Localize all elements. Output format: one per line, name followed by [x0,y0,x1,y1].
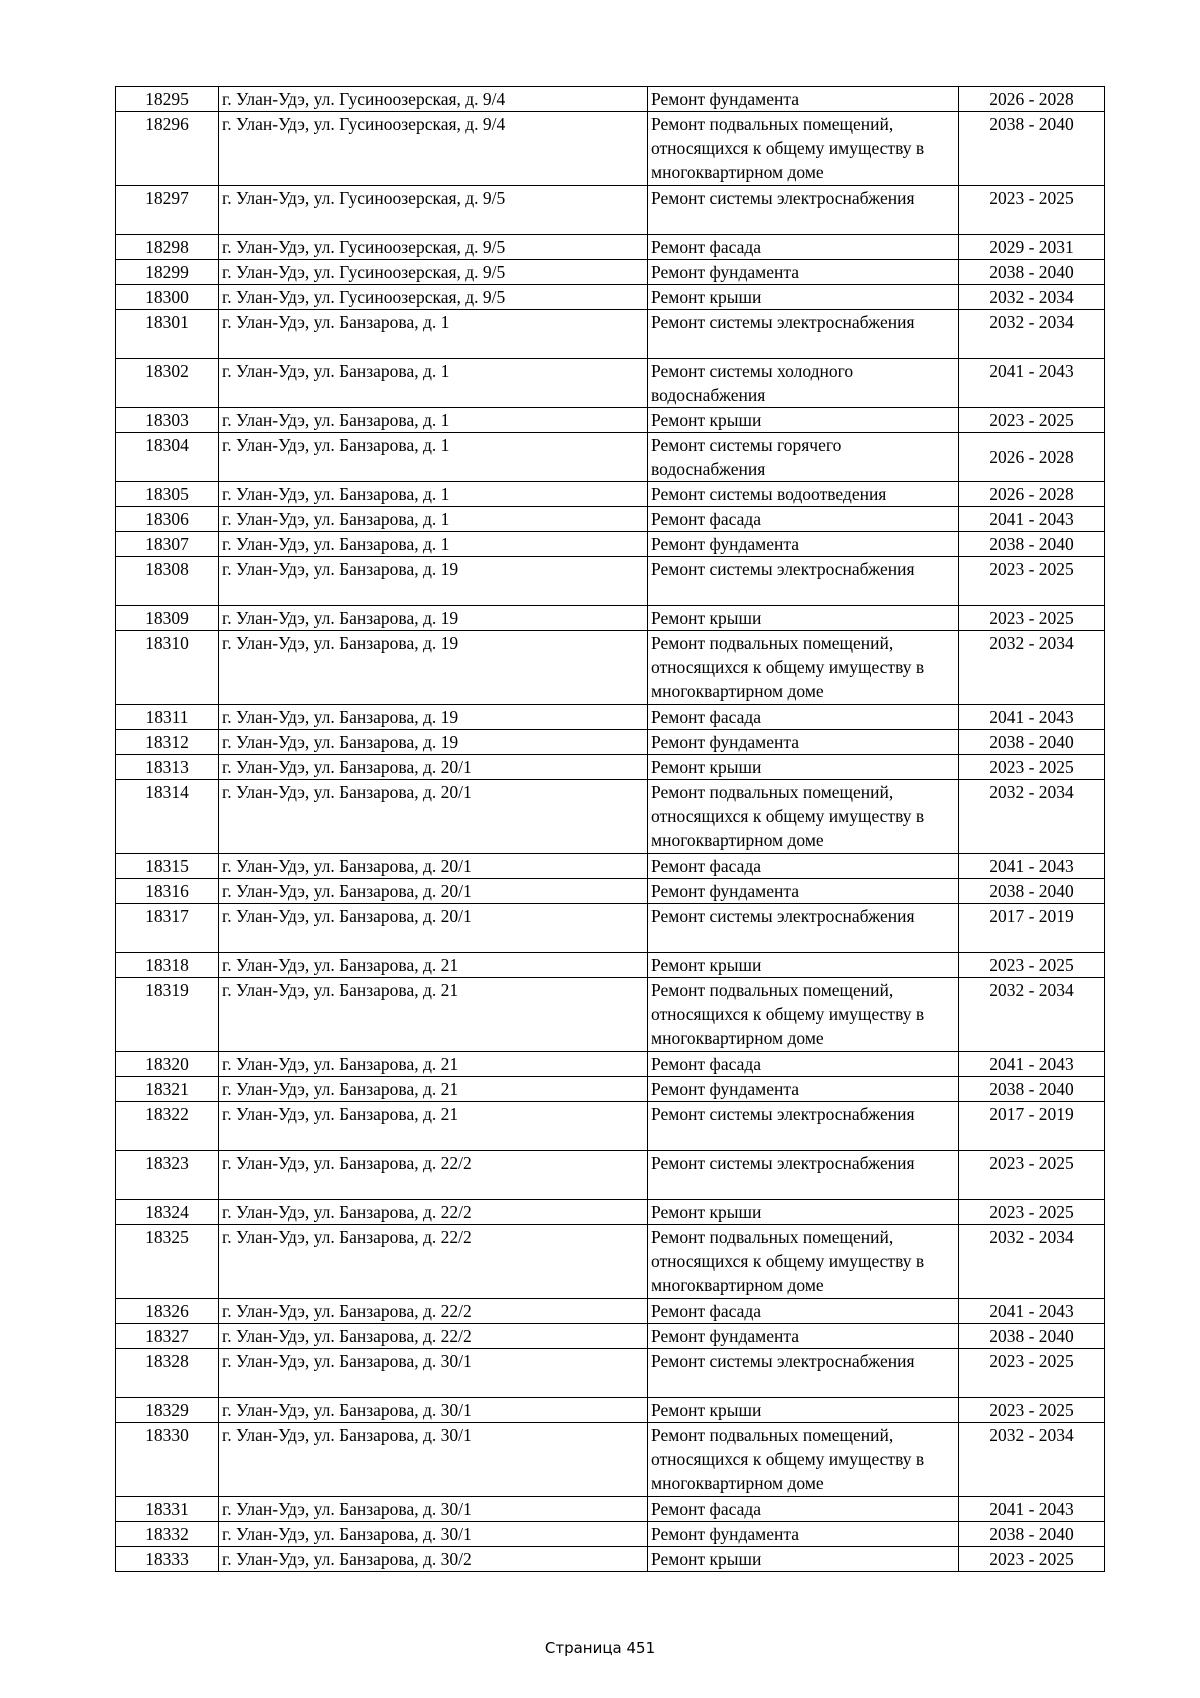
table-row [116,1522,1105,1547]
table-row [116,87,1105,112]
repair-schedule-table [115,86,1105,1572]
period-cell: 2032 - 2034 [959,1423,1105,1497]
table-row [116,606,1105,631]
work-type-cell: Ремонт подвальных помещений, относящихся к общему имуществу в многоквартирном доме [648,112,959,186]
period-cell: 2032 - 2034 [959,285,1105,310]
period-cell: 2038 - 2040 [959,532,1105,557]
address-cell: г. Улан-Удэ, ул. Банзарова, д. 1 [219,408,648,433]
period-cell: 2023 - 2025 [959,186,1105,235]
work-type-cell: Ремонт фундамента [648,532,959,557]
address-cell: г. Улан-Удэ, ул. Банзарова, д. 30/1 [219,1423,648,1497]
table-row [116,285,1105,310]
work-type-cell: Ремонт фасада [648,705,959,730]
address-cell: г. Улан-Удэ, ул. Банзарова, д. 1 [219,310,648,359]
period-cell: 2023 - 2025 [959,408,1105,433]
table-row [116,780,1105,854]
row-number: 18333 [116,1547,219,1572]
period-cell: 2023 - 2025 [959,557,1105,606]
period-cell: 2032 - 2034 [959,978,1105,1052]
row-number: 18325 [116,1225,219,1299]
address-cell: г. Улан-Удэ, ул. Банзарова, д. 21 [219,1102,648,1151]
row-number: 18331 [116,1497,219,1522]
work-type-cell: Ремонт фундамента [648,260,959,285]
row-number: 18311 [116,705,219,730]
work-type-cell: Ремонт системы электроснабжения [648,557,959,606]
period-cell: 2017 - 2019 [959,1102,1105,1151]
work-type-cell: Ремонт фасада [648,1497,959,1522]
table-row [116,1398,1105,1423]
work-type-cell: Ремонт подвальных помещений, относящихся к общему имуществу в многоквартирном доме [648,780,959,854]
work-type-cell: Ремонт подвальных помещений, относящихся к общему имуществу в многоквартирном доме [648,631,959,705]
work-type-cell: Ремонт системы горячего водоснабжения [648,433,959,482]
table-row [116,953,1105,978]
work-type-cell: Ремонт крыши [648,285,959,310]
period-cell: 2041 - 2043 [959,1299,1105,1324]
period-cell: 2038 - 2040 [959,1077,1105,1102]
address-cell: г. Улан-Удэ, ул. Банзарова, д. 20/1 [219,879,648,904]
row-number: 18330 [116,1423,219,1497]
work-type-cell: Ремонт крыши [648,1547,959,1572]
period-cell: 2041 - 2043 [959,359,1105,408]
table-row [116,730,1105,755]
period-cell: 2038 - 2040 [959,1522,1105,1547]
period-cell: 2038 - 2040 [959,879,1105,904]
period-cell: 2038 - 2040 [959,260,1105,285]
work-type-cell: Ремонт фундамента [648,1324,959,1349]
address-cell: г. Улан-Удэ, ул. Гусиноозерская, д. 9/4 [219,87,648,112]
address-cell: г. Улан-Удэ, ул. Банзарова, д. 22/2 [219,1200,648,1225]
period-cell: 2041 - 2043 [959,1052,1105,1077]
address-cell: г. Улан-Удэ, ул. Банзарова, д. 20/1 [219,755,648,780]
period-cell: 2041 - 2043 [959,507,1105,532]
table-row [116,1324,1105,1349]
work-type-cell: Ремонт фасада [648,235,959,260]
address-cell: г. Улан-Удэ, ул. Банзарова, д. 21 [219,1077,648,1102]
period-cell: 2026 - 2028 [959,482,1105,507]
address-cell: г. Улан-Удэ, ул. Банзарова, д. 1 [219,532,648,557]
row-number: 18306 [116,507,219,532]
period-cell: 2023 - 2025 [959,953,1105,978]
period-cell: 2017 - 2019 [959,904,1105,953]
address-cell: г. Улан-Удэ, ул. Банзарова, д. 30/2 [219,1547,648,1572]
page-number-footer: Страница 451 [544,1639,656,1657]
work-type-cell: Ремонт крыши [648,1398,959,1423]
table-row [116,1497,1105,1522]
table-row [116,1225,1105,1299]
address-cell: г. Улан-Удэ, ул. Банзарова, д. 20/1 [219,780,648,854]
period-cell: 2026 - 2028 [959,433,1105,482]
period-cell: 2023 - 2025 [959,1200,1105,1225]
row-number: 18327 [116,1324,219,1349]
work-type-cell: Ремонт системы электроснабжения [648,1151,959,1200]
row-number: 18329 [116,1398,219,1423]
work-type-cell: Ремонт системы электроснабжения [648,1349,959,1398]
address-cell: г. Улан-Удэ, ул. Гусиноозерская, д. 9/4 [219,112,648,186]
row-number: 18307 [116,532,219,557]
table-row [116,1102,1105,1151]
row-number: 18319 [116,978,219,1052]
address-cell: г. Улан-Удэ, ул. Банзарова, д. 1 [219,482,648,507]
address-cell: г. Улан-Удэ, ул. Банзарова, д. 21 [219,978,648,1052]
period-cell: 2032 - 2034 [959,631,1105,705]
period-cell: 2038 - 2040 [959,1324,1105,1349]
address-cell: г. Улан-Удэ, ул. Банзарова, д. 19 [219,705,648,730]
address-cell: г. Улан-Удэ, ул. Банзарова, д. 30/1 [219,1398,648,1423]
work-type-cell: Ремонт системы электроснабжения [648,310,959,359]
address-cell: г. Улан-Удэ, ул. Банзарова, д. 19 [219,730,648,755]
work-type-cell: Ремонт крыши [648,408,959,433]
row-number: 18332 [116,1522,219,1547]
work-type-cell: Ремонт системы водоотведения [648,482,959,507]
row-number: 18303 [116,408,219,433]
work-type-cell: Ремонт фундамента [648,730,959,755]
address-cell: г. Улан-Удэ, ул. Банзарова, д. 30/1 [219,1349,648,1398]
address-cell: г. Улан-Удэ, ул. Банзарова, д. 30/1 [219,1522,648,1547]
table-row [116,408,1105,433]
period-cell: 2023 - 2025 [959,1398,1105,1423]
table-row [116,904,1105,953]
table-row [116,1151,1105,1200]
address-cell: г. Улан-Удэ, ул. Банзарова, д. 1 [219,507,648,532]
address-cell: г. Улан-Удэ, ул. Банзарова, д. 20/1 [219,854,648,879]
address-cell: г. Улан-Удэ, ул. Гусиноозерская, д. 9/5 [219,260,648,285]
work-type-cell: Ремонт фасада [648,507,959,532]
address-cell: г. Улан-Удэ, ул. Банзарова, д. 22/2 [219,1299,648,1324]
work-type-cell: Ремонт фундамента [648,1522,959,1547]
table-row [116,879,1105,904]
row-number: 18320 [116,1052,219,1077]
period-cell: 2032 - 2034 [959,780,1105,854]
table-body [116,87,1105,1572]
row-number: 18308 [116,557,219,606]
work-type-cell: Ремонт подвальных помещений, относящихся к общему имуществу в многоквартирном доме [648,978,959,1052]
table-row [116,235,1105,260]
work-type-cell: Ремонт крыши [648,1200,959,1225]
work-type-cell: Ремонт системы электроснабжения [648,904,959,953]
work-type-cell: Ремонт фундамента [648,1077,959,1102]
period-cell: 2038 - 2040 [959,730,1105,755]
row-number: 18309 [116,606,219,631]
period-cell: 2023 - 2025 [959,1151,1105,1200]
work-type-cell: Ремонт фундамента [648,879,959,904]
row-number: 18296 [116,112,219,186]
row-number: 18304 [116,433,219,482]
row-number: 18322 [116,1102,219,1151]
table-row [116,1547,1105,1572]
table-row [116,532,1105,557]
address-cell: г. Улан-Удэ, ул. Банзарова, д. 19 [219,631,648,705]
table-row [116,854,1105,879]
row-number: 18310 [116,631,219,705]
period-cell: 2023 - 2025 [959,1349,1105,1398]
period-cell: 2041 - 2043 [959,1497,1105,1522]
period-cell: 2032 - 2034 [959,1225,1105,1299]
address-cell: г. Улан-Удэ, ул. Банзарова, д. 21 [219,953,648,978]
work-type-cell: Ремонт подвальных помещений, относящихся к общему имуществу в многоквартирном доме [648,1225,959,1299]
row-number: 18317 [116,904,219,953]
work-type-cell: Ремонт подвальных помещений, относящихся к общему имуществу в многоквартирном доме [648,1423,959,1497]
period-cell: 2023 - 2025 [959,1547,1105,1572]
address-cell: г. Улан-Удэ, ул. Гусиноозерская, д. 9/5 [219,235,648,260]
table-row [116,978,1105,1052]
period-cell: 2023 - 2025 [959,606,1105,631]
work-type-cell: Ремонт фундамента [648,87,959,112]
work-type-cell: Ремонт системы электроснабжения [648,186,959,235]
table-row [116,705,1105,730]
row-number: 18328 [116,1349,219,1398]
address-cell: г. Улан-Удэ, ул. Банзарова, д. 30/1 [219,1497,648,1522]
table-row [116,507,1105,532]
address-cell: г. Улан-Удэ, ул. Банзарова, д. 1 [219,359,648,408]
work-type-cell: Ремонт системы электроснабжения [648,1102,959,1151]
address-cell: г. Улан-Удэ, ул. Банзарова, д. 22/2 [219,1324,648,1349]
row-number: 18324 [116,1200,219,1225]
address-cell: г. Улан-Удэ, ул. Банзарова, д. 21 [219,1052,648,1077]
table-row [116,1052,1105,1077]
table-row [116,1299,1105,1324]
table-row [116,1077,1105,1102]
row-number: 18299 [116,260,219,285]
address-cell: г. Улан-Удэ, ул. Гусиноозерская, д. 9/5 [219,285,648,310]
table-row [116,359,1105,408]
row-number: 18323 [116,1151,219,1200]
row-number: 18315 [116,854,219,879]
table-row [116,260,1105,285]
table-row [116,755,1105,780]
table-row [116,631,1105,705]
period-cell: 2023 - 2025 [959,755,1105,780]
address-cell: г. Улан-Удэ, ул. Банзарова, д. 19 [219,606,648,631]
address-cell: г. Улан-Удэ, ул. Банзарова, д. 20/1 [219,904,648,953]
row-number: 18321 [116,1077,219,1102]
period-cell: 2041 - 2043 [959,705,1105,730]
work-type-cell: Ремонт фасада [648,1052,959,1077]
row-number: 18301 [116,310,219,359]
work-type-cell: Ремонт крыши [648,953,959,978]
work-type-cell: Ремонт фасада [648,854,959,879]
table-row [116,433,1105,482]
row-number: 18312 [116,730,219,755]
row-number: 18297 [116,186,219,235]
table-row [116,310,1105,359]
row-number: 18326 [116,1299,219,1324]
period-cell: 2029 - 2031 [959,235,1105,260]
address-cell: г. Улан-Удэ, ул. Банзарова, д. 22/2 [219,1225,648,1299]
row-number: 18295 [116,87,219,112]
table-row [116,482,1105,507]
table-row [116,1423,1105,1497]
table-row [116,1349,1105,1398]
row-number: 18300 [116,285,219,310]
period-cell: 2026 - 2028 [959,87,1105,112]
address-cell: г. Улан-Удэ, ул. Банзарова, д. 22/2 [219,1151,648,1200]
row-number: 18313 [116,755,219,780]
address-cell: г. Улан-Удэ, ул. Банзарова, д. 1 [219,433,648,482]
table-row [116,557,1105,606]
work-type-cell: Ремонт крыши [648,606,959,631]
period-cell: 2038 - 2040 [959,112,1105,186]
row-number: 18302 [116,359,219,408]
table-row [116,186,1105,235]
address-cell: г. Улан-Удэ, ул. Банзарова, д. 19 [219,557,648,606]
row-number: 18305 [116,482,219,507]
table-row [116,1200,1105,1225]
table-row [116,112,1105,186]
row-number: 18318 [116,953,219,978]
row-number: 18298 [116,235,219,260]
work-type-cell: Ремонт фасада [648,1299,959,1324]
work-type-cell: Ремонт крыши [648,755,959,780]
address-cell: г. Улан-Удэ, ул. Гусиноозерская, д. 9/5 [219,186,648,235]
work-type-cell: Ремонт системы холодного водоснабжения [648,359,959,408]
row-number: 18314 [116,780,219,854]
period-cell: 2032 - 2034 [959,310,1105,359]
row-number: 18316 [116,879,219,904]
period-cell: 2041 - 2043 [959,854,1105,879]
